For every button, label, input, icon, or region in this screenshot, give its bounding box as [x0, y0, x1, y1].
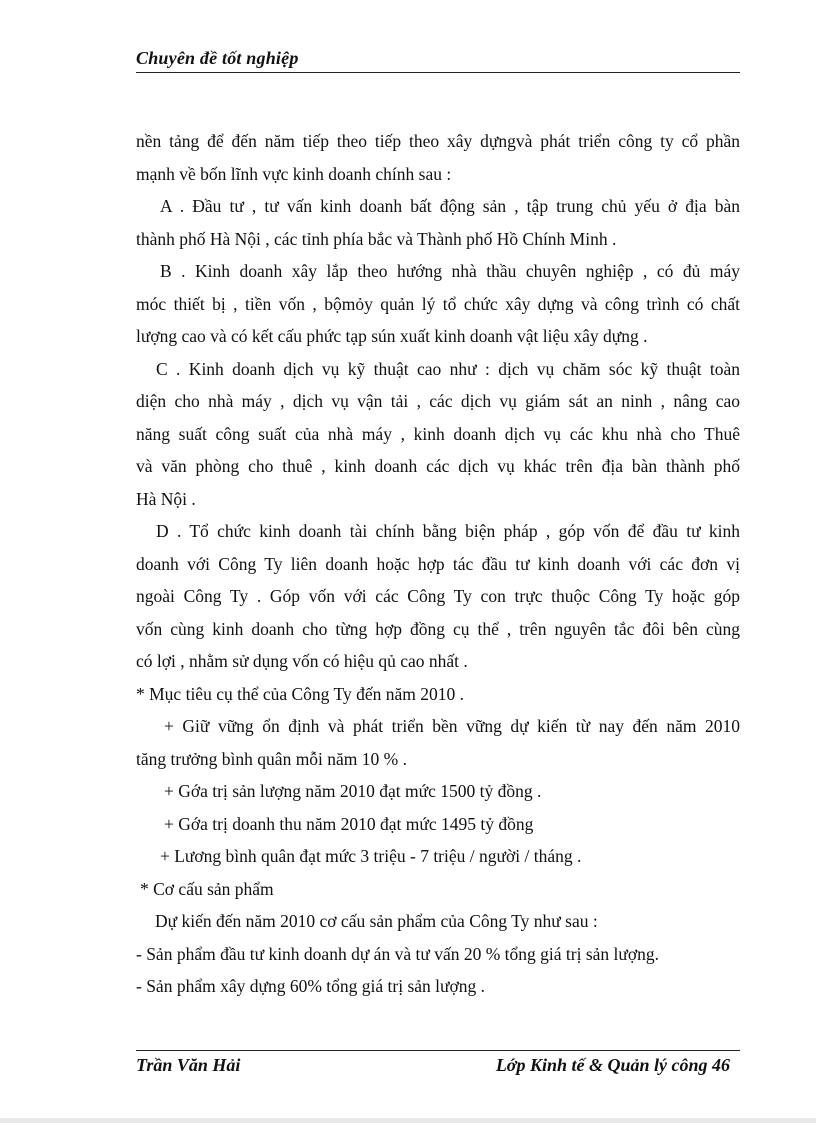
text-line: - Sản phẩm xây dựng 60% tổng giá trị sản lượng . [136, 976, 486, 996]
text-line: mạnh về bốn lĩnh vực kinh doanh chính sau : [136, 163, 452, 184]
text-line: C . Kinh doanh dịch vụ kỹ thuật cao như : dịch vụ chăm sóc kỹ thuật toàn [156, 358, 740, 379]
text-line: Hà Nội . [136, 488, 196, 509]
text-line: B . Kinh doanh xây lắp theo hướng nhà thầu chuyên nghiệp , có đủ máy [160, 261, 740, 281]
text-line: D . Tổ chức kinh doanh tài chính bằng biện pháp , góp vốn để đầu tư kinh [156, 521, 740, 541]
text-line: lượng cao và có kết cấu phức tạp sún xuất kinh doanh vật liệu xây dựng . [136, 326, 648, 346]
text-line: Dự kiến đến năm 2010 cơ cấu sản phẩm của Công Ty như sau : [155, 911, 598, 931]
text-line: + Gớa trị sản lượng năm 2010 đạt mức 1500 tỷ đồng . [164, 781, 542, 801]
text-line: + Lương bình quân đạt mức 3 triệu - 7 triệu / người / tháng . [160, 846, 582, 866]
text-line: tăng trưởng bình quân mỗi năm 10 % . [136, 748, 407, 769]
text-line: * Mục tiêu cụ thể của Công Ty đến năm 2010 . [136, 683, 464, 704]
text-line: thành phố Hà Nội , các tỉnh phía bắc và Thành phố Hồ Chính Minh . [136, 228, 617, 249]
text-line: và văn phòng cho thuê , kinh doanh các dịch vụ khác trên địa bàn thành phố [136, 456, 740, 476]
text-line: ngoài Công Ty . Góp vốn với các Công Ty con trực thuộc Công Ty hoặc góp [136, 586, 740, 606]
text-line: doanh với Công Ty liên doanh hoặc hợp tác đầu tư kinh doanh với các đơn vị [136, 553, 740, 574]
page-bottom-edge [0, 1118, 816, 1123]
document-title: Chuyên đề tốt nghiệp [136, 48, 299, 68]
text-line: móc thiết bị , tiền vốn , bộmỏy quản lý tổ chức xây dựng và công trình có chất [136, 293, 740, 314]
text-line: - Sản phẩm đầu tư kinh doanh dự án và tư vấn 20 % tổng giá trị sản lượng. [136, 943, 660, 964]
text-line: năng suất công suất của nhà máy , kinh doanh dịch vụ các khu nhà cho Thuê [136, 423, 740, 444]
text-line: vốn cùng kinh doanh cho từng hợp đồng cụ thể , trên nguyên tắc đôi bên cùng [136, 618, 740, 639]
text-line: + Giữ vững ổn định và phát triển bền vững dự kiến từ nay đến năm 2010 [164, 716, 740, 736]
page-footer [136, 1050, 740, 1081]
text-line: + Gớa trị doanh thu năm 2010 đạt mức 1495 tỷ đồng [164, 813, 534, 834]
page-header [136, 46, 740, 73]
text-line: A . Đầu tư , tư vấn kinh doanh bất động sản , tập trung chủ yếu ở địa bàn [160, 196, 740, 216]
text-line: có lợi , nhằm sử dụng vốn có hiệu qủ cao nhất . [136, 651, 468, 671]
text-line: nền tảng để đến năm tiếp theo tiếp theo xây dựngvà phát triển công ty cổ phần [136, 131, 740, 151]
text-line: * Cơ cấu sản phẩm [140, 878, 274, 899]
class-name: Lớp Kinh tế & Quản lý công 46 [495, 1055, 730, 1075]
text-line: diện cho nhà máy , dịch vụ vận tải , các dịch vụ giám sát an ninh , nâng cao [136, 391, 740, 411]
author-name: Trần Văn Hải [136, 1055, 241, 1075]
